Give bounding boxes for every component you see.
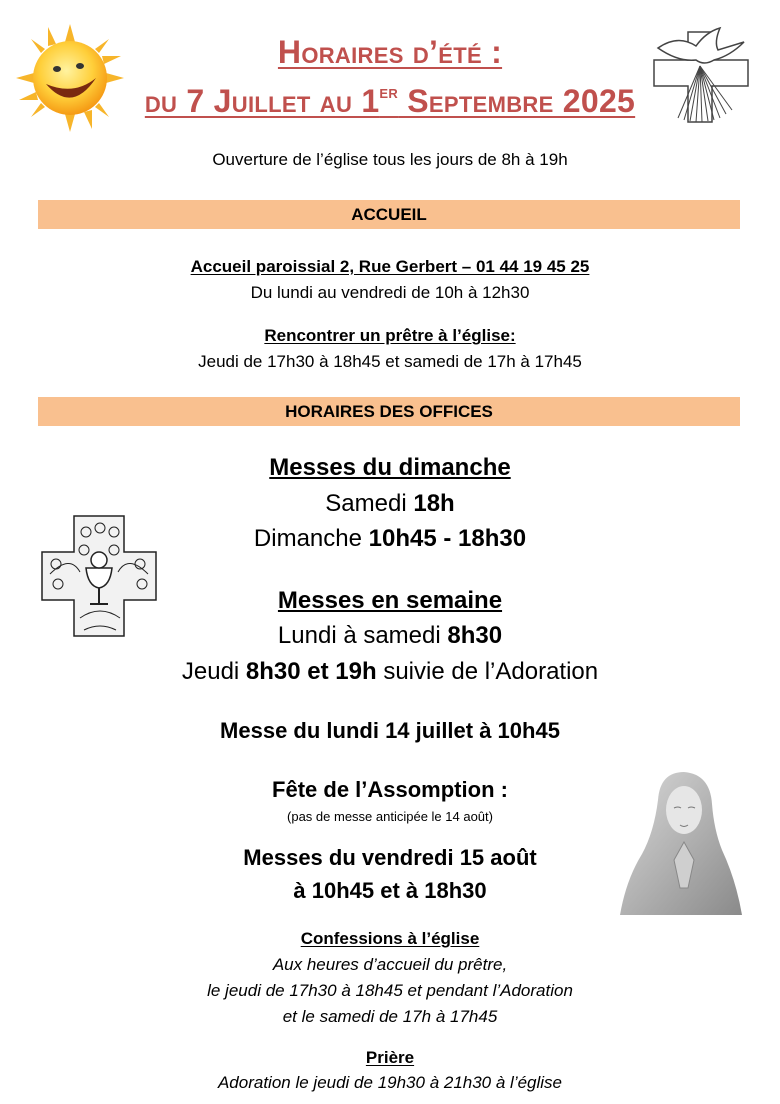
page-title <box>0 34 780 71</box>
page-subtitle <box>0 82 780 120</box>
sunday-label: Dimanche <box>253 525 369 552</box>
weekday-mass-line <box>0 622 780 650</box>
confessions-line-2: le jeudi de 17h30 à 18h45 et pendant l’Adoration <box>207 981 573 1000</box>
saturday-mass-line <box>0 490 780 518</box>
july14-mass: Messe du lundi 14 juillet à 10h45 <box>220 718 560 743</box>
opening-hours: Ouverture de l’église tous les jours de 8h à 19h <box>212 150 568 169</box>
priere-heading: Prière <box>365 1048 415 1067</box>
thursday-mass-line <box>0 658 780 686</box>
accueil-address: Accueil paroissial 2, Rue Gerbert – 01 44 19 45 25 <box>190 257 590 276</box>
priere-line-1: Adoration le jeudi de 19h30 à 21h30 à l’église <box>217 1073 563 1092</box>
meet-priest-hours: Jeudi de 17h30 à 18h45 et samedi de 17h à 17h45 <box>198 352 582 371</box>
title-line-2-sup: er <box>379 82 399 102</box>
confessions-line-3: et le samedi de 17h à 17h45 <box>282 1007 498 1026</box>
week-masses-heading: Messes en semaine <box>277 587 503 614</box>
thursday-label: Jeudi <box>181 658 246 685</box>
sunday-mass-line <box>0 525 780 553</box>
sunday-masses-heading: Messes du dimanche <box>269 454 511 481</box>
title-line-1: Horaires d’été : <box>277 34 503 70</box>
confessions-line-1: Aux heures d’accueil du prêtre, <box>272 955 508 974</box>
assumption-mass-line-2: à 10h45 et à 18h30 <box>293 878 487 903</box>
weekday-label: Lundi à samedi <box>277 622 448 649</box>
assumption-note: (pas de messe anticipée le 14 août) <box>287 809 493 824</box>
section-bar-accueil: ACCUEIL <box>38 200 740 229</box>
weekday-time: 8h30 <box>447 622 503 649</box>
title-line-2-end: Septembre 2025 <box>398 83 636 119</box>
title-line-2-start: du 7 Juillet au 1 <box>144 83 380 119</box>
sunday-time: 10h45 - 18h30 <box>368 525 527 552</box>
accueil-hours: Du lundi au vendredi de 10h à 12h30 <box>250 283 530 302</box>
saturday-label: Samedi <box>325 490 414 517</box>
assumption-heading: Fête de l’Assomption : <box>272 777 508 802</box>
thursday-suffix: suivie de l’Adoration <box>376 658 599 685</box>
thursday-time: 8h30 et 19h <box>245 658 377 685</box>
section-bar-offices: HORAIRES DES OFFICES <box>38 397 740 426</box>
confessions-heading: Confessions à l’église <box>300 929 480 948</box>
assumption-mass-line-1: Messes du vendredi 15 août <box>243 845 537 870</box>
saturday-time: 18h <box>413 490 455 517</box>
meet-priest-label: Rencontrer un prêtre à l’église: <box>264 326 516 345</box>
